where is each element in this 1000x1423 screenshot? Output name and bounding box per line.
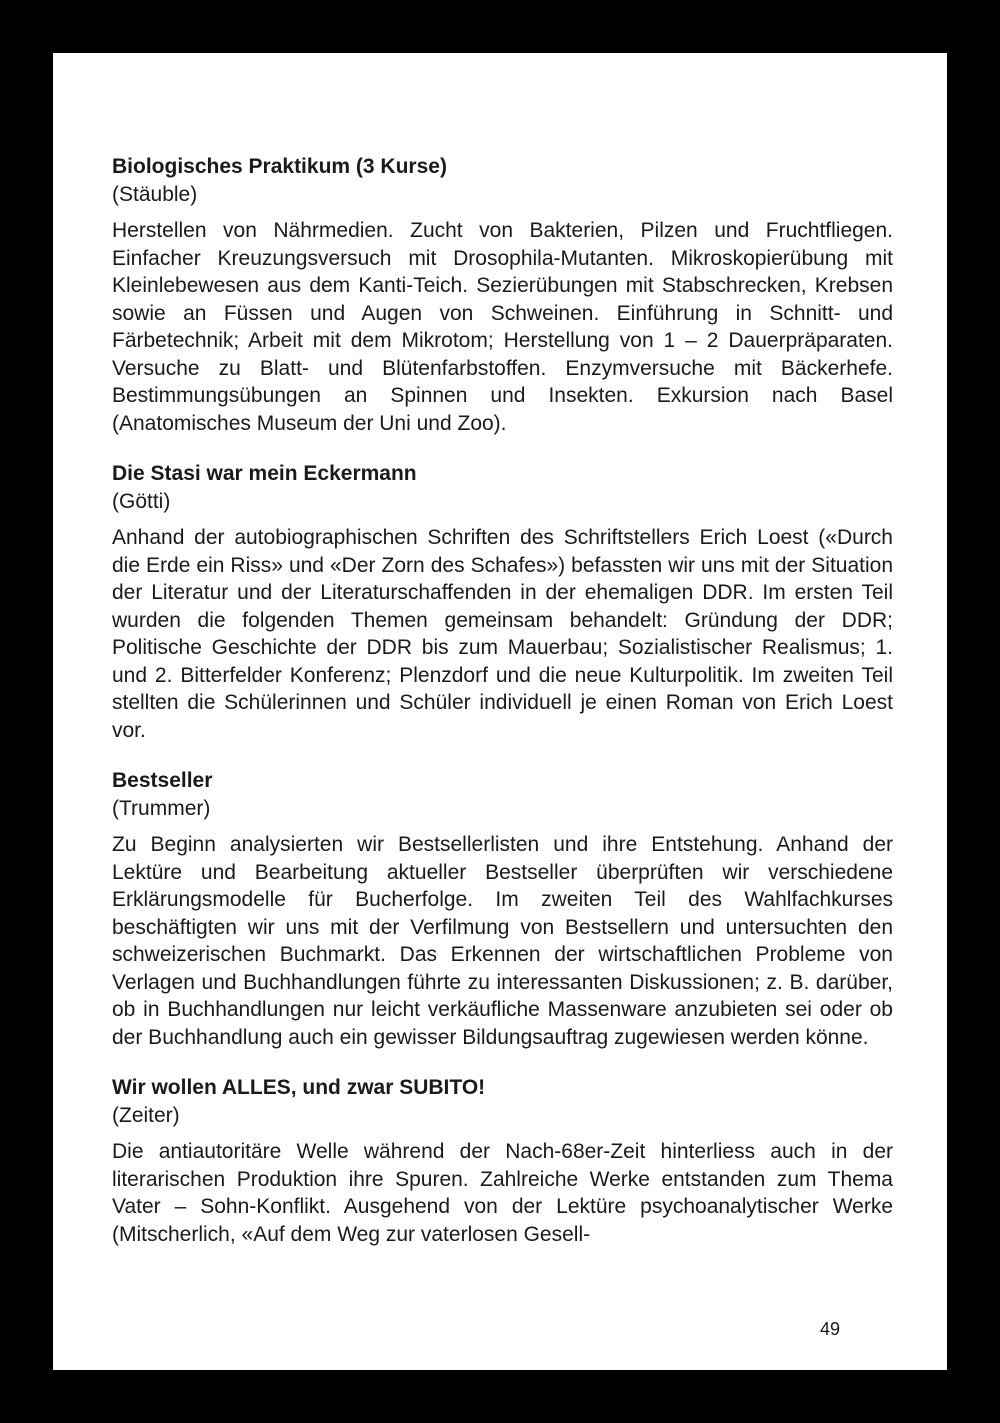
- section-title: Wir wollen ALLES, und zwar SUBITO!: [112, 1076, 486, 1099]
- document-page: [53, 53, 947, 1370]
- section-body: Anhand der autobiographischen Schriften des Schriftstellers Erich Loest («Durch die Erde ein Riss» und «Der Zorn des Schafes») befassten wir uns mit der Situation der Literatur und der Literaturschaffenden in der ehemaligen DDR. Im ersten Teil wurden die folgenden Themen gemeinsam behandelt: Gründung der DDR; Politische Geschichte der DDR bis zum Mauerbau; Sozialistischer Realismus; 1. und 2. Bitterfelder Konferenz; Plenzdorf und die neue Kulturpolitik. Im zweiten Teil stellten die Schülerinnen und Schüler individuell je einen Roman von Erich Loest vor.: [112, 526, 893, 742]
- page-number: 49: [819, 1319, 840, 1339]
- section-body: Die antiautoritäre Welle während der Nach-68er-Zeit hinterliess auch in der literarischen Produktion ihre Spuren. Zahlreiche Werke entstanden zum Thema Vater – Sohn-Konflikt. Ausgehend von der Lektüre psychoanalytischer Werke (Mitscherlich, «Auf dem Weg zur vaterlosen Gesell-: [112, 1140, 893, 1246]
- section-author: (Trummer): [112, 796, 211, 820]
- section-title: Biologisches Praktikum (3 Kurse): [112, 155, 447, 178]
- section-author: (Zeiter): [112, 1103, 180, 1127]
- section-body: Zu Beginn analysierten wir Bestsellerlisten und ihre Entstehung. Anhand der Lektüre und Bearbeitung aktueller Bestseller überprüften wir verschiedene Erklärungsmodelle für Bucherfolge. Im zweiten Teil des Wahlfachkurses beschäftigten wir uns mit der Verfilmung von Bestsellern und untersuchten den schweizerischen Buchmarkt. Das Erkennen der wirtschaftlichen Probleme von Verlagen und Buchhandlungen führte zu interessanten Diskussionen; z. B. darüber, ob in Buchhandlungen nur leicht verkäufliche Massenware anzubieten sei oder ob der Buchhandlung auch ein gewisser Bildungsauftrag zugewiesen werden könne.: [112, 833, 893, 1049]
- section-body: Herstellen von Nährmedien. Zucht von Bakterien, Pilzen und Fruchtfliegen. Einfacher Kreuzungsversuch mit Drosophila-Mutanten. Mikroskopierübung mit Kleinlebewesen aus dem Kanti-Teich. Sezierübungen mit Stabschrecken, Krebsen sowie an Füssen und Augen von Schweinen. Einführung in Schnitt- und Färbetechnik; Arbeit mit dem Mikrotom; Herstellung von 1 – 2 Dauerpräparaten. Versuche zu Blatt- und Blütenfarbstoffen. Enzymversuche mit Bäckerhefe. Bestimmungsübungen an Spinnen und Insekten. Exkursion nach Basel (Anatomisches Museum der Uni und Zoo).: [112, 219, 893, 435]
- section-author: (Stäuble): [112, 182, 198, 206]
- section-bestseller: [112, 767, 893, 1051]
- section-title: Bestseller: [112, 769, 213, 792]
- page-content: [112, 153, 893, 1271]
- section-biologisches-praktikum: [112, 153, 893, 437]
- section-stasi-eckermann: [112, 460, 893, 744]
- section-title: Die Stasi war mein Eckermann: [112, 462, 417, 485]
- section-wir-wollen-alles: [112, 1074, 893, 1248]
- section-author: (Götti): [112, 489, 171, 513]
